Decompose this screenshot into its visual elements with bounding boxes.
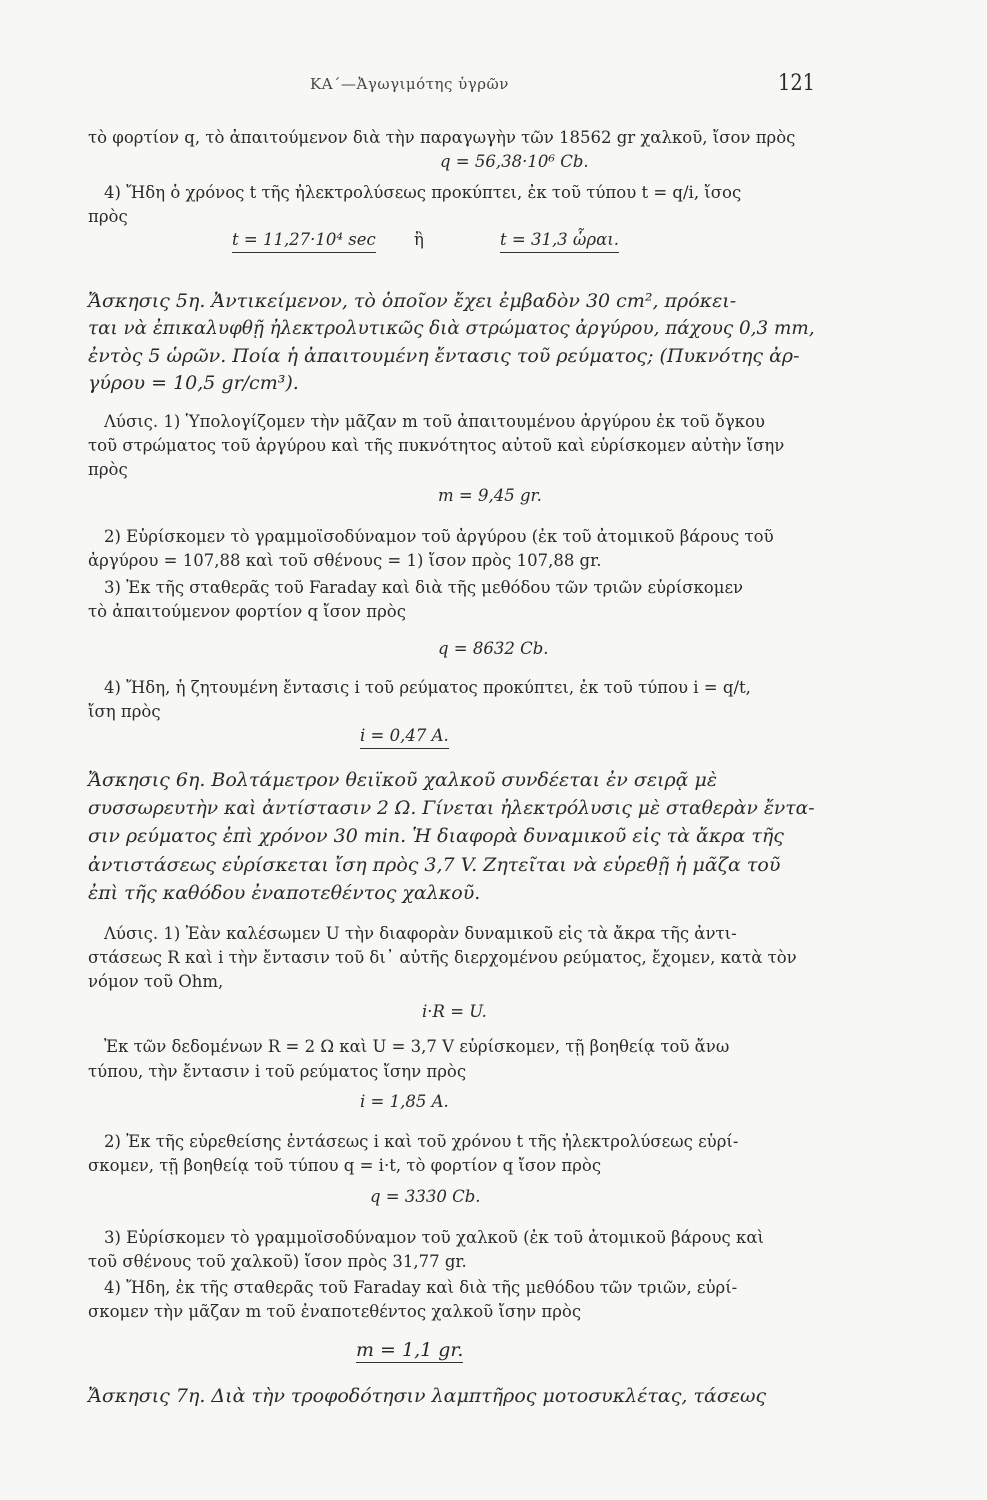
- solution-line: νόμον τοῦ Ohm,: [88, 972, 224, 991]
- solution-line: τύπου, τὴν ἔντασιν i τοῦ ρεύματος ἴσην πρὸς: [88, 1062, 467, 1081]
- conjunction: ἢ: [414, 230, 424, 249]
- solution-line: σκομεν τὴν μᾶζαν m τοῦ ἐναποτεθέντος χαλκοῦ ἴσην πρὸς: [88, 1302, 582, 1321]
- solution-line: ἴση πρὸς: [88, 702, 161, 721]
- exercise-text: ται νὰ ἐπικαλυφθῇ ἠλεκτρολυτικῶς διὰ στρώματος ἀργύρου, πάχους 0,3 mm,: [88, 317, 815, 339]
- exercise-text: συσσωρευτὴν καὶ ἀντίστασιν 2 Ω. Γίνεται ἠλεκτρόλυσις μὲ σταθερὰν ἔντα-: [88, 797, 815, 819]
- exercise-heading: Ἄσκησις 6η. Βολτάμετρον θειϊκοῦ χαλκοῦ συνδέεται ἐν σειρᾷ μὲ: [88, 769, 718, 791]
- paragraph-line: 4) Ἤδη ὁ χρόνος t τῆς ἠλεκτρολύσεως προκύπτει, ἐκ τοῦ τύπου t = q/i, ἴσος: [104, 183, 742, 202]
- equation: q = 56,38·10⁶ Cb.: [440, 152, 589, 171]
- paragraph-line: τὸ φορτίον q, τὸ ἀπαιτούμενον διὰ τὴν παραγωγὴν τῶν 18562 gr χαλκοῦ, ἴσον πρὸς: [88, 128, 796, 147]
- solution-line: 4) Ἤδη, ἡ ζητουμένη ἔντασις i τοῦ ρεύματος προκύπτει, ἐκ τοῦ τύπου i = q/t,: [104, 678, 751, 697]
- exercise-text: σιν ρεύματος ἐπὶ χρόνον 30 min. Ἡ διαφορὰ δυναμικοῦ εἰς τὰ ἄκρα τῆς: [88, 825, 784, 847]
- equation-result: i = 0,47 A.: [360, 726, 449, 749]
- equation: i·R = U.: [422, 1002, 487, 1021]
- exercise-heading: Ἄσκησις 5η. Ἀντικείμενον, τὸ ὁποῖον ἔχει ἐμβαδὸν 30 cm², πρόκει-: [88, 290, 737, 312]
- solution-line: τὸ ἀπαιτούμενον φορτίον q ἴσον πρὸς: [88, 602, 406, 621]
- exercise-text: ἀντιστάσεως εὑρίσκεται ἴση πρὸς 3,7 V. Ζητεῖται νὰ εὑρεθῇ ἡ μᾶζα τοῦ: [88, 854, 781, 876]
- solution-line: σκομεν, τῇ βοηθείᾳ τοῦ τύπου q = i·t, τὸ φορτίον q ἴσον πρὸς: [88, 1156, 602, 1175]
- equation: i = 1,85 A.: [360, 1092, 449, 1111]
- exercise-text: ἐπὶ τῆς καθόδου ἐναποτεθέντος χαλκοῦ.: [88, 882, 481, 904]
- solution-line: πρὸς: [88, 460, 128, 479]
- solution-line: τοῦ στρώματος τοῦ ἀργύρου καὶ τῆς πυκνότητος αὐτοῦ καὶ εὑρίσκομεν αὐτὴν ἴσην: [88, 436, 785, 455]
- exercise-text: ἐντὸς 5 ὡρῶν. Ποία ἡ ἀπαιτουμένη ἔντασις τοῦ ρεύματος; (Πυκνότης ἀρ-: [88, 345, 800, 367]
- solution-line: τοῦ σθένους τοῦ χαλκοῦ) ἴσον πρὸς 31,77 gr.: [88, 1252, 467, 1271]
- equation: m = 9,45 gr.: [438, 486, 542, 505]
- exercise-text: γύρου = 10,5 gr/cm³).: [88, 372, 299, 394]
- solution-line: 4) Ἤδη, ἐκ τῆς σταθερᾶς τοῦ Faraday καὶ διὰ τῆς μεθόδου τῶν τριῶν, εὑρί-: [104, 1278, 738, 1297]
- solution-line: 2) Ἐκ τῆς εὑρεθείσης ἐντάσεως i καὶ τοῦ χρόνου t τῆς ἠλεκτρολύσεως εὑρί-: [104, 1132, 739, 1151]
- page-number: 121: [778, 71, 816, 96]
- solution-line: Λύσις. 1) Ὑπολογίζομεν τὴν μᾶζαν m τοῦ ἀπαιτουμένου ἀργύρου ἐκ τοῦ ὄγκου: [104, 412, 765, 431]
- equation-result: m = 1,1 gr.: [356, 1339, 464, 1361]
- solution-line: 3) Ἐκ τῆς σταθερᾶς τοῦ Faraday καὶ διὰ τῆς μεθόδου τῶν τριῶν εὑρίσκομεν: [104, 578, 744, 597]
- exercise-heading: Ἄσκησις 7η. Διὰ τὴν τροφοδότησιν λαμπτῆρος μοτοσυκλέτας, τάσεως: [88, 1385, 767, 1407]
- paragraph-line: πρὸς: [88, 207, 128, 226]
- solution-line: Λύσις. 1) Ἐὰν καλέσωμεν U τὴν διαφορὰν δυναμικοῦ εἰς τὰ ἄκρα τῆς ἀντι-: [104, 924, 737, 943]
- solution-line: 3) Εὑρίσκομεν τὸ γραμμοϊσοδύναμον τοῦ χαλκοῦ (ἐκ τοῦ ἀτομικοῦ βάρους καὶ: [104, 1228, 764, 1247]
- solution-line: ἀργύρου = 107,88 καὶ τοῦ σθένους = 1) ἴσον πρὸς 107,88 gr.: [88, 551, 602, 570]
- running-header: ΚΑ΄—Ἀγωγιμότης ὑγρῶν: [310, 75, 509, 93]
- equation-result: t = 11,27·10⁴ sec: [232, 230, 376, 253]
- solution-line: Ἐκ τῶν δεδομένων R = 2 Ω καὶ U = 3,7 V εὑρίσκομεν, τῇ βοηθείᾳ τοῦ ἄνω: [104, 1037, 730, 1056]
- equation: q = 8632 Cb.: [438, 639, 549, 658]
- solution-line: 2) Εὑρίσκομεν τὸ γραμμοϊσοδύναμον τοῦ ἀργύρου (ἐκ τοῦ ἀτομικοῦ βάρους τοῦ: [104, 527, 774, 546]
- solution-line: στάσεως R καὶ i τὴν ἔντασιν τοῦ δι᾿ αὐτῆς διερχομένου ρεύματος, ἔχομεν, κατὰ τὸν: [88, 948, 797, 967]
- equation-result: t = 31,3 ὧραι.: [500, 230, 619, 253]
- equation: q = 3330 Cb.: [370, 1187, 481, 1206]
